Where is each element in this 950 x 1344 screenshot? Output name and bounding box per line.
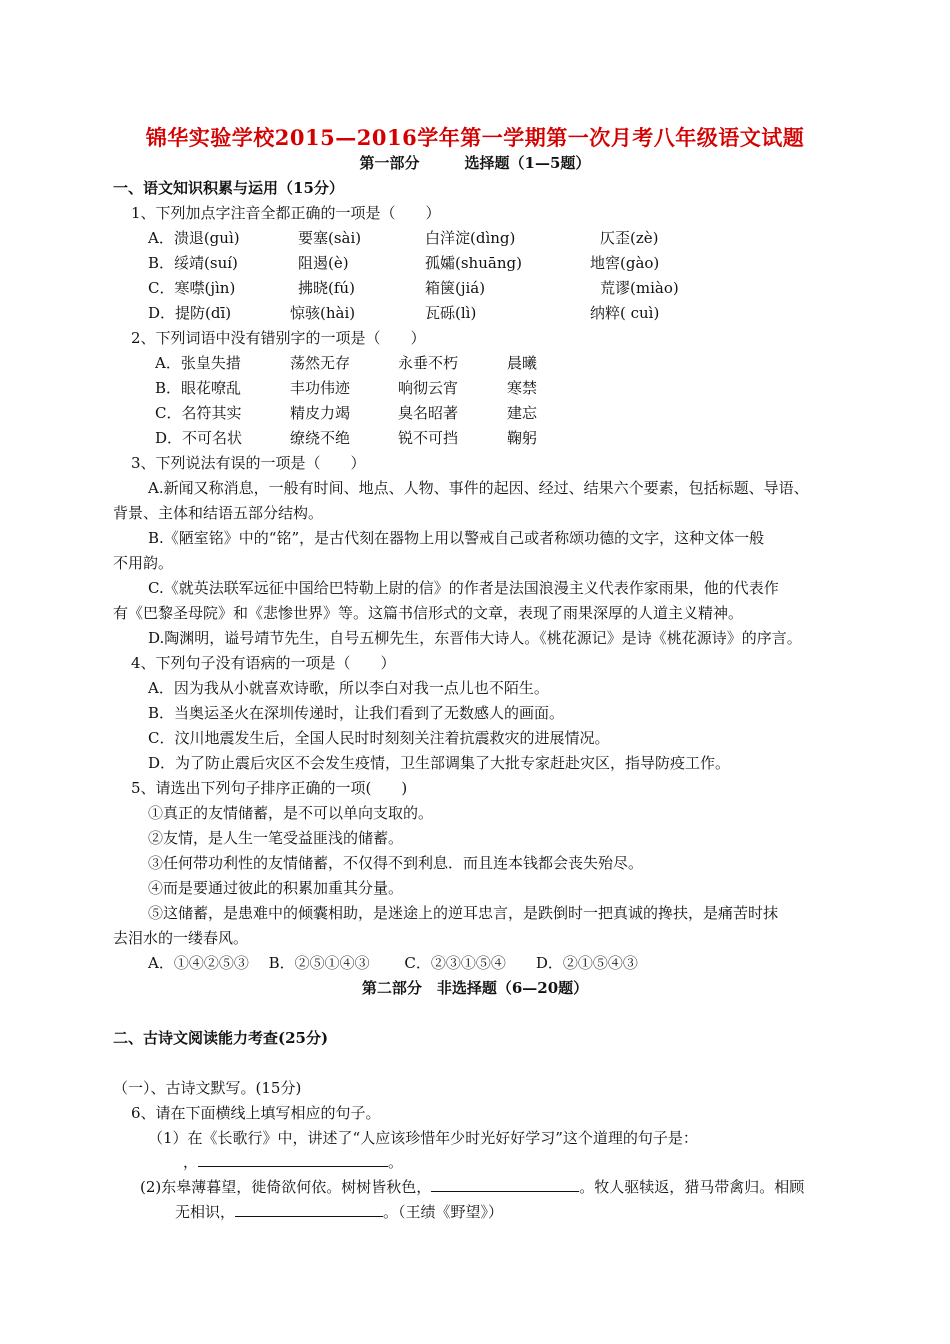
q6-item-1-answer: ， 。	[183, 1150, 403, 1172]
q4-option-d: D．为了防止震后灾区不会发生疫情，卫生部调集了大批专家赶赴灾区，指导防疫工作。	[148, 754, 731, 772]
q4-option-a: A．因为我从小就喜欢诗歌，所以李白对我一点儿也不陌生。	[148, 679, 549, 697]
q5-sentence-5: ⑤这储蓄，是患难中的倾囊相助，是迷途上的逆耳忠言，是跌倒时一把真诚的搀扶，是痛苦时抹	[148, 904, 779, 922]
exam-page: 锦华实验学校2015—2016学年第一学期第一次月考八年级语文试题 第一部分 选择题（1—5题） 一、语文知识积累与运用（15分） 1、下列加点字注音全都正确的一项是（ ） A．溃退(guì) 要塞(sài) 白洋淀(dìng) 仄歪(zè) B．绥靖(suí) 阻遏(è) 孤孀(shuāng) 地窖(gào) C．寒噤(jìn) 拂晓(fú) 箱箧(jiá) 荒谬(miào) D．提防(dī) 惊骇(hài) 瓦砾(lì) 纳粹( cuì) 2、下列词语中没有错别字的一项是（ ） A．张皇失措 荡然无存 永垂不朽 晨曦 B．眼花嘹乱 丰功伟迹 响彻云宵 寒禁 C．名符其实 精皮力竭 臭名昭著 建忘 D．不可名状 缭绕不绝 锐不可挡 鞠躬 3、下列说法有误的一项是（ ） A.新闻又称消息，一般有时间、地点、人物、事件的起因、经过、结果六个要素，包括标题、导语、 背景、主体和结语五部分结构。 B.《陋室铭》中的“铭”，是古代刻在器物上用以警戒自己或者称颂功德的文字，这种文体一般 不用韵。 C.《就英法联军远征中国给巴特勒上尉的信》的作者是法国浪漫主义代表作家雨果，他的代表作 有《巴黎圣母院》和《悲惨世界》等。这篇书信形式的文章，表现了雨果深厚的人道主义精神。 D.陶渊明，谥号靖节先生，自号五柳先生，东晋伟大诗人。《桃花源记》是诗《桃花源诗》的序言。 4、下列句子没有语病的一项是（ ） A．因为我从小就喜欢诗歌，所以李白对我一点儿也不陌生。 B．当奥运圣火在深圳传递时，让我们看到了无数感人的画面。 C．汶川地震发生后，全国人民时时刻刻关注着抗震救灾的进展情况。 D．为了防止震后灾区不会发生疫情，卫生部调集了大批专家赶赴灾区，指导防疫工作。 5、请选出下列句子排序正确的一项( ) ①真正的友情储蓄，是不可以单向支取的。 ②友情，是人生一笔受益匪浅的储蓄。 ③任何带功利性的友情储蓄，不仅得不到利息．而且连本钱都会丧失殆尽。 ④而是要通过彼此的积累加重其分量。 ⑤这储蓄，是患难中的倾囊相助，是迷途上的逆耳忠言，是跌倒时一把真诚的搀扶，是痛苦时抹 去泪水的一缕春风。 A．①④②⑤③ B．②⑤①④③ C．②③①⑤④ D．②①⑤④③ 第二部分 非选择题（6—20题） 二、古诗文阅读能力考查(25分) （一）、古诗文默写。(15分) 6、请在下面横线上填写相应的句子。 （1）在《长歌行》中，讲述了“人应该珍惜年少时光好好学习”这个道理的句子是： ， 。 (2)东皋薄暮望，徙倚欲何依。树树皆秋色， 。牧人驱犊返，猎马带禽归。相顾 无相识， 。（王绩《野望》）	[0, 0, 950, 1344]
q3-option-c-cont: 有《巴黎圣母院》和《悲惨世界》等。这篇书信形式的文章，表现了雨果深厚的人道主义精神。	[113, 604, 744, 622]
q3-option-d: D.陶渊明，谥号靖节先生，自号五柳先生，东晋伟大诗人。《桃花源记》是诗《桃花源诗》的序言。	[148, 629, 802, 647]
answer-blank[interactable]	[198, 1150, 388, 1167]
q2-stem: 2、下列词语中没有错别字的一项是（ ）	[131, 329, 426, 347]
q6-stem: 6、请在下面横线上填写相应的句子。	[131, 1104, 381, 1122]
q5-sentence-5-cont: 去泪水的一缕春风。	[113, 929, 249, 947]
section2-heading: 二、古诗文阅读能力考查(25分)	[113, 1029, 329, 1047]
subsection-1-heading: （一）、古诗文默写。(15分)	[113, 1079, 302, 1097]
part2-heading: 第二部分 非选择题（6—20题）	[361, 979, 589, 997]
q6-item-2: (2)东皋薄暮望，徙倚欲何依。树树皆秋色， 。牧人驱犊返，猎马带禽归。相顾	[140, 1175, 804, 1197]
q5-sentence-3: ③任何带功利性的友情储蓄，不仅得不到利息．而且连本钱都会丧失殆尽。	[148, 854, 644, 872]
q3-option-a: A.新闻又称消息，一般有时间、地点、人物、事件的起因、经过、结果六个要素，包括标题、导语、	[148, 479, 809, 497]
q6-item-2-cont: 无相识， 。（王绩《野望》）	[175, 1200, 503, 1222]
q3-option-b-cont: 不用韵。	[113, 554, 174, 572]
q3-option-b: B.《陋室铭》中的“铭”，是古代刻在器物上用以警戒自己或者称颂功德的文字，这种文体一般	[148, 529, 765, 547]
q5-stem: 5、请选出下列句子排序正确的一项( )	[131, 779, 408, 797]
q5-sentence-4: ④而是要通过彼此的积累加重其分量。	[148, 879, 404, 897]
answer-blank[interactable]	[431, 1175, 579, 1192]
q1-stem: 1、下列加点字注音全都正确的一项是（ ）	[131, 204, 441, 222]
q5-sentence-1: ①真正的友情储蓄，是不可以单向支取的。	[148, 804, 434, 822]
q3-option-a-cont: 背景、主体和结语五部分结构。	[113, 504, 324, 522]
q4-option-b: B．当奥运圣火在深圳传递时，让我们看到了无数感人的画面。	[148, 704, 565, 722]
section1-heading: 一、语文知识积累与运用（15分）	[113, 179, 344, 197]
q3-option-c: C.《就英法联军远征中国给巴特勒上尉的信》的作者是法国浪漫主义代表作家雨果，他的代表作	[148, 579, 779, 597]
q3-stem: 3、下列说法有误的一项是（ ）	[131, 454, 366, 472]
part1-heading: 第一部分 选择题（1—5题）	[359, 154, 591, 172]
q5-sentence-2: ②友情，是人生一笔受益匪浅的储蓄。	[148, 829, 404, 847]
q6-item-1: （1）在《长歌行》中，讲述了“人应该珍惜年少时光好好学习”这个道理的句子是：	[148, 1129, 698, 1147]
answer-blank[interactable]	[235, 1200, 383, 1217]
q5-choices: A．①④②⑤③ B．②⑤①④③ C．②③①⑤④ D．②①⑤④③	[148, 954, 638, 972]
q4-stem: 4、下列句子没有语病的一项是（ ）	[131, 654, 396, 672]
q4-option-c: C．汶川地震发生后，全国人民时时刻刻关注着抗震救灾的进展情况。	[148, 729, 610, 747]
page-title: 锦华实验学校2015—2016学年第一学期第一次月考八年级语文试题	[145, 125, 805, 150]
